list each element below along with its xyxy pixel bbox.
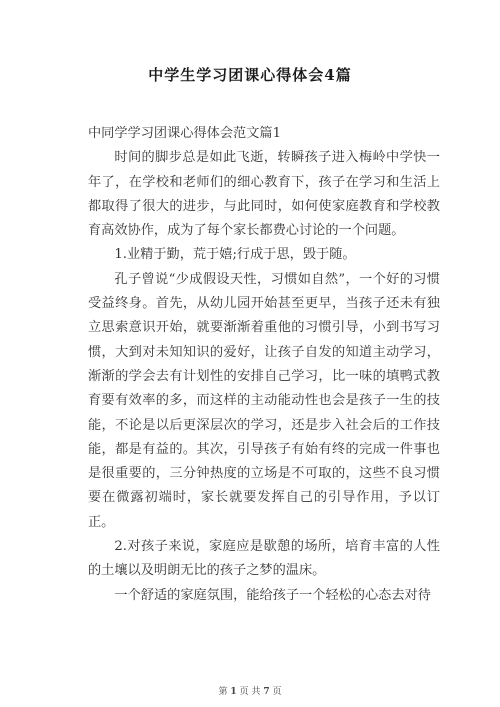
- footer-page-number: 1: [230, 687, 237, 697]
- paragraph-3: 孔子曾说“少成假设天性，习惯如自然”，一个好的习惯受益终身。首先，从幼儿园开始甚至更早，当孩子还未有独立思索意识开始，就要渐渐着重他的习惯引导，小到书写习惯，大到对未知知识的爱好，让孩子自发的知道主动学习，渐渐的学会去有计划性的安排自己学习，比一味的填鸭式教育要有效率的多，而这样的主动能动性也会是孩子一生的技能，不论是以后更深层次的学习，还是步入社会后的工作技能，都是有益的。其次，引导孩子有始有终的完成一件事也是很重要的，三分钟热度的立场是不可取的，这些不良习惯要在微露初端时，家长就要发挥自己的引导作用，予以订正。: [88, 271, 440, 530]
- footer-prefix: 第: [218, 687, 228, 697]
- page-footer: [0, 684, 500, 697]
- section-heading: 中同学学习团课心得体会范文篇1: [88, 126, 282, 141]
- document-title: 中学生学习团课心得体会4篇: [148, 66, 352, 84]
- paragraph-2: 1.业精于勤，荒于嬉;行成于思，毁于随。: [114, 247, 356, 263]
- footer-suffix: 页: [272, 687, 282, 697]
- document-body: [88, 122, 440, 608]
- paragraph-4: 2.对孩子来说，家庭应是歇憩的场所，培育丰富的人性的土壤以及明朗无比的孩子之梦的温床。: [88, 539, 440, 579]
- paragraph-5: 一个舒适的家庭氛围，能给孩子一个轻松的心态去对待: [114, 587, 431, 603]
- footer-total-pages: 7: [263, 687, 270, 697]
- footer-middle: 页 共: [239, 687, 261, 697]
- paragraph-1: 时间的脚步总是如此飞逝，转瞬孩子进入梅岭中学快一年了，在学校和老师们的细心教育下，孩子在学习和生活上都取得了很大的进步，与此同时，如何使家庭教育和学校教育高效协作，成为了每个家长都费心讨论的一个问题。: [88, 150, 440, 239]
